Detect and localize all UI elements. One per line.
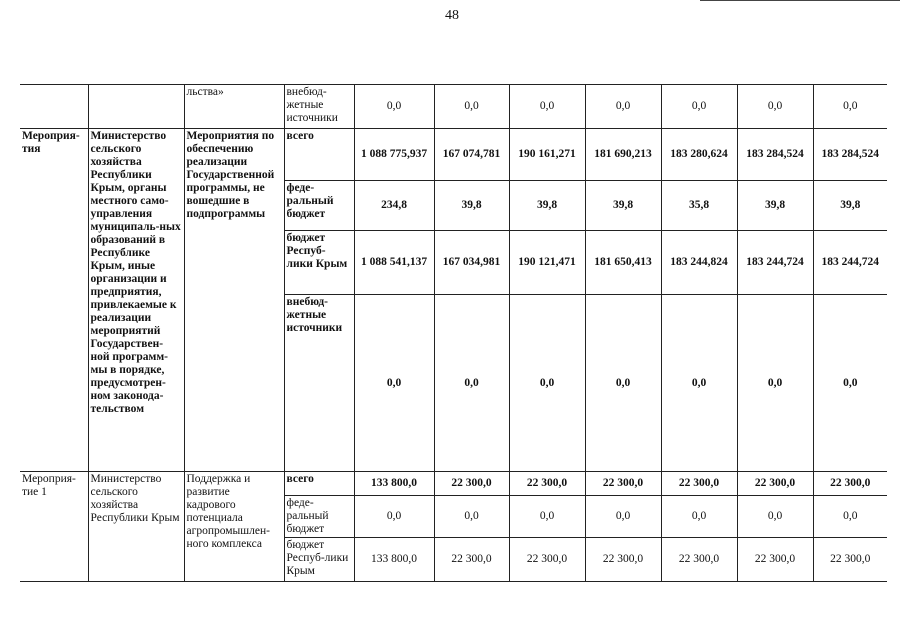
event-cell: Мероприя-тие 1 xyxy=(20,472,88,582)
event-cell: Мероприя-тия xyxy=(20,129,88,472)
value-cell: 22 300,0 xyxy=(737,538,813,582)
value-cell: 39,8 xyxy=(509,181,585,231)
value-cell: 0,0 xyxy=(509,496,585,538)
value-cell: 0,0 xyxy=(509,85,585,129)
value-cell: 22 300,0 xyxy=(737,472,813,496)
value-cell: 167 074,781 xyxy=(434,129,509,181)
value-cell: 1 088 541,137 xyxy=(354,231,434,295)
source-cell: феде-ральный бюджет xyxy=(284,181,354,231)
budget-table xyxy=(20,84,887,582)
value-cell: 0,0 xyxy=(354,496,434,538)
value-cell: 0,0 xyxy=(585,85,661,129)
value-cell: 0,0 xyxy=(434,496,509,538)
value-cell: 0,0 xyxy=(737,295,813,472)
executor-cell: Министерство сельского хозяйства Республики Крым, органы местного само-управления муниципаль-ных образований в Республике Крым, иные организации и предприятия, привлекаемые к реализации мероприятий Государствен-ной программ-мы в порядке, предусмотрен-ном законода-тельством xyxy=(88,129,184,472)
value-cell: 0,0 xyxy=(509,295,585,472)
value-cell: 0,0 xyxy=(434,295,509,472)
value-cell: 0,0 xyxy=(585,496,661,538)
value-cell: 183 244,724 xyxy=(813,231,887,295)
value-cell: 133 800,0 xyxy=(354,538,434,582)
source-cell: бюджет Респуб-лики Крым xyxy=(284,538,354,582)
table-row xyxy=(20,472,887,496)
value-cell: 22 300,0 xyxy=(434,538,509,582)
value-cell: 0,0 xyxy=(813,295,887,472)
executor-cell xyxy=(88,85,184,129)
value-cell: 0,0 xyxy=(661,496,737,538)
value-cell: 181 690,213 xyxy=(585,129,661,181)
value-cell: 22 300,0 xyxy=(434,472,509,496)
value-cell: 39,8 xyxy=(737,181,813,231)
value-cell: 0,0 xyxy=(737,496,813,538)
name-cell: Мероприятия по обеспечению реализации Государственной программы, не вошедшие в подпрограммы xyxy=(184,129,284,472)
value-cell: 22 300,0 xyxy=(813,472,887,496)
value-cell: 0,0 xyxy=(354,85,434,129)
value-cell: 183 284,524 xyxy=(737,129,813,181)
value-cell: 183 284,524 xyxy=(813,129,887,181)
value-cell: 22 300,0 xyxy=(585,538,661,582)
value-cell: 133 800,0 xyxy=(354,472,434,496)
source-cell: всего xyxy=(284,472,354,496)
source-cell: внебюд-жетные источники xyxy=(284,85,354,129)
value-cell: 0,0 xyxy=(813,85,887,129)
page-number: 48 xyxy=(445,8,459,23)
value-cell: 22 300,0 xyxy=(509,472,585,496)
value-cell: 0,0 xyxy=(354,295,434,472)
source-cell: всего xyxy=(284,129,354,181)
value-cell: 190 161,271 xyxy=(509,129,585,181)
value-cell: 0,0 xyxy=(813,496,887,538)
table-row xyxy=(20,85,887,129)
value-cell: 181 650,413 xyxy=(585,231,661,295)
event-cell xyxy=(20,85,88,129)
value-cell: 22 300,0 xyxy=(813,538,887,582)
value-cell: 39,8 xyxy=(434,181,509,231)
value-cell: 39,8 xyxy=(585,181,661,231)
value-cell: 190 121,471 xyxy=(509,231,585,295)
name-cell: Поддержка и развитие кадрового потенциала агропромышлен-ного комплекса xyxy=(184,472,284,582)
value-cell: 183 244,824 xyxy=(661,231,737,295)
executor-cell: Министерство сельского хозяйства Республики Крым xyxy=(88,472,184,582)
top-rule xyxy=(700,0,900,1)
value-cell: 22 300,0 xyxy=(661,472,737,496)
value-cell: 183 244,724 xyxy=(737,231,813,295)
source-cell: феде-ральный бюджет xyxy=(284,496,354,538)
value-cell: 22 300,0 xyxy=(585,472,661,496)
value-cell: 0,0 xyxy=(737,85,813,129)
value-cell: 35,8 xyxy=(661,181,737,231)
table-row xyxy=(20,129,887,181)
source-cell: бюджет Респуб-лики Крым xyxy=(284,231,354,295)
value-cell: 22 300,0 xyxy=(509,538,585,582)
value-cell: 1 088 775,937 xyxy=(354,129,434,181)
name-cell: льства» xyxy=(184,85,284,129)
value-cell: 0,0 xyxy=(661,295,737,472)
value-cell: 0,0 xyxy=(585,295,661,472)
value-cell: 183 280,624 xyxy=(661,129,737,181)
value-cell: 0,0 xyxy=(661,85,737,129)
value-cell: 22 300,0 xyxy=(661,538,737,582)
value-cell: 167 034,981 xyxy=(434,231,509,295)
value-cell: 39,8 xyxy=(813,181,887,231)
source-cell: внебюд-жетные источники xyxy=(284,295,354,472)
value-cell: 0,0 xyxy=(434,85,509,129)
value-cell: 234,8 xyxy=(354,181,434,231)
